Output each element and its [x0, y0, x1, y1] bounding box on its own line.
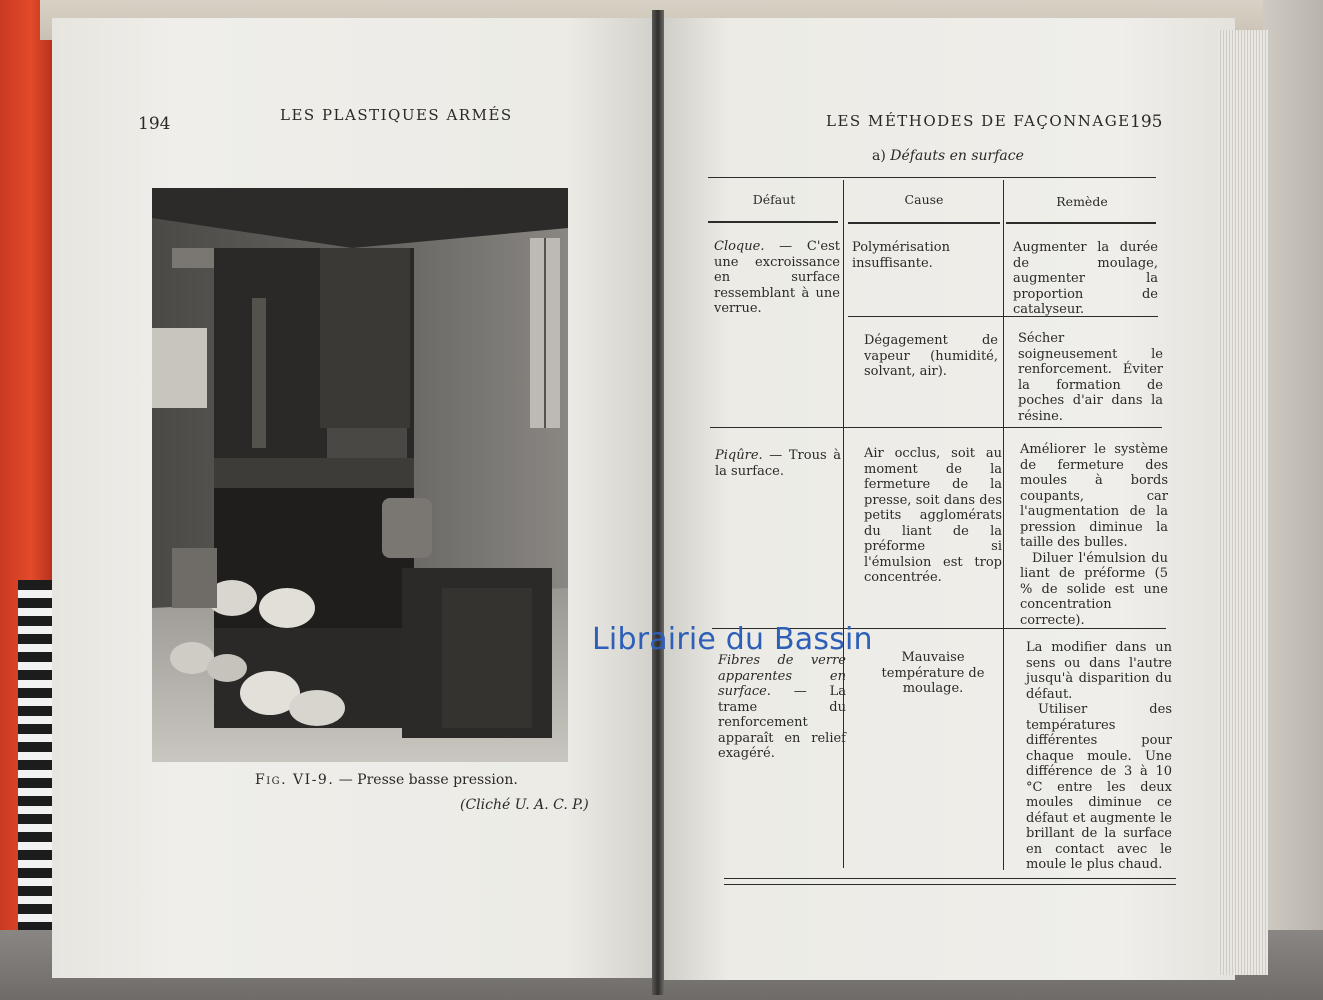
table-title: [872, 148, 1024, 164]
defect-name: Cloque.: [714, 239, 765, 254]
table-title-text: Défauts en surface: [890, 148, 1024, 164]
defect-description: — La trame du renforcement apparaît en relief exagéré.: [718, 684, 846, 761]
cause-cell: Dégagement de vapeur (humidité, solvant, air).: [864, 333, 998, 379]
left-running-head: LES PLASTIQUES ARMÉS: [280, 106, 513, 124]
column-header-remede: Remède: [1056, 194, 1108, 209]
remedy-cell: [1020, 442, 1168, 628]
column-divider-2: [1003, 180, 1004, 870]
right-running-head: LES MÉTHODES DE FAÇONNAGE: [826, 112, 1131, 130]
figure-caption-label: Fig. VI-9.: [255, 772, 335, 788]
defect-cell-piqure: [715, 448, 841, 479]
defect-description: — C'est une excroissance en surface ressemblant à une verrue.: [714, 239, 840, 316]
table-bottom-rule-2: [724, 884, 1176, 885]
page-edges: [1218, 30, 1268, 975]
defect-name: Fibres de verre apparentes en surface.: [718, 653, 846, 699]
column-divider-1: [843, 180, 844, 868]
remedy-cell: [1026, 640, 1172, 873]
defect-cell-fibres: [718, 653, 846, 762]
figure-credit: (Cliché U. A. C. P.): [460, 797, 589, 813]
cause-cell: Polymérisation insuffisante.: [852, 240, 950, 271]
header-rule-defaut: [708, 221, 838, 223]
press-machine-illustration: [152, 188, 568, 762]
defect-name: Piqûre.: [715, 448, 763, 463]
cover-pattern: [18, 580, 52, 940]
defect-description: — Trous à la surface.: [715, 448, 841, 479]
header-rule-remede: [1006, 222, 1156, 224]
cause-cell: Mauvaise température de moulage.: [881, 650, 985, 696]
right-page-number: 195: [1130, 112, 1163, 132]
row-rule-2: [710, 427, 1162, 428]
column-header-defaut: Défaut: [752, 192, 796, 207]
column-header-cause: Cause: [904, 192, 944, 207]
cause-cell: Air occlus, soit au moment de la fermeture de la presse, soit dans des petits agglomérats du liant de la préforme si l'émulsion est trop concentrée.: [864, 446, 1002, 585]
remedy-paragraph: Améliorer le système de fermeture des moules à bords coupants, car l'augmentation de la pression diminue la taille des bulles.: [1020, 442, 1168, 550]
watermark-text: Librairie du Bassin: [592, 622, 873, 657]
figure-caption-text: — Presse basse pression.: [338, 772, 518, 788]
header-rule-cause: [848, 222, 1000, 224]
figure-photo: [152, 188, 568, 762]
defect-cell-cloque: [714, 239, 840, 317]
remedy-paragraph: Diluer l'émulsion du liant de préforme (5 % de solide est une concentration correcte).: [1020, 550, 1168, 628]
left-page-number: 194: [138, 114, 171, 134]
remedy-paragraph: La modifier dans un sens ou dans l'autre jusqu'à disparition du défaut.: [1026, 640, 1172, 702]
table-top-rule: [708, 177, 1156, 178]
table-bottom-rule-1: [724, 878, 1176, 879]
remedy-paragraph: Utiliser des températures différentes pour chaque moule. Une différence de 3 à 10 °C entre les deux moules diminue ce défaut et augmente le brillant de la surface en contact avec le moule le plus chaud.: [1026, 702, 1172, 872]
table-title-prefix: a): [872, 148, 886, 164]
book-gutter: [652, 10, 664, 995]
book-cover-right: [1263, 0, 1323, 1000]
figure-caption: [255, 772, 518, 788]
remedy-cell: Sécher soigneusement le renforcement. Éviter la formation de poches d'air dans la résine.: [1018, 331, 1163, 424]
remedy-cell: Augmenter la durée de moulage, augmenter la proportion de catalyseur.: [1013, 240, 1158, 317]
